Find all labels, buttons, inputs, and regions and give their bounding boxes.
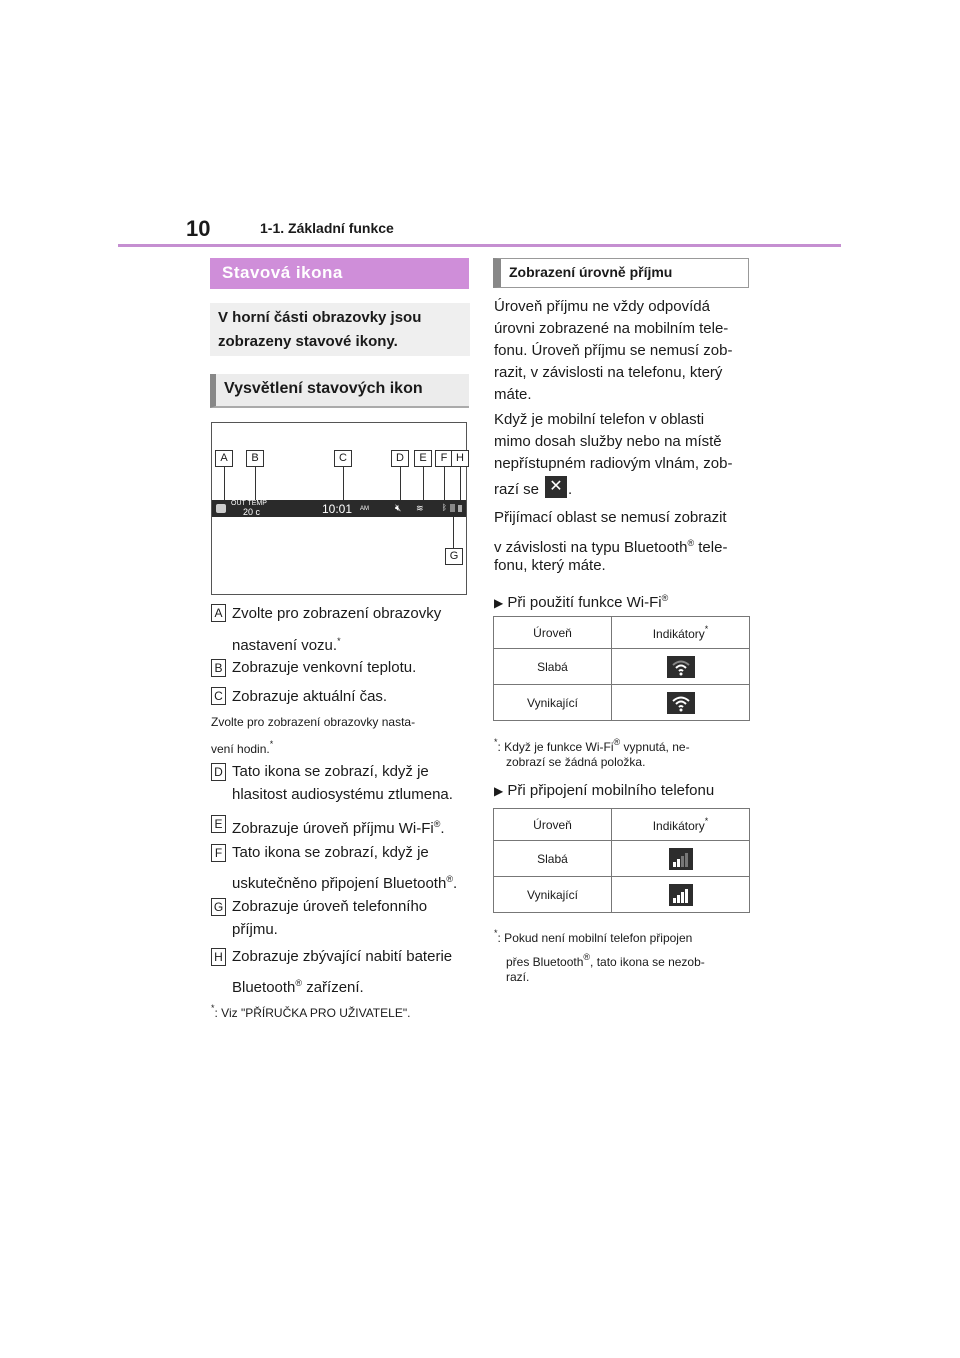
item-note: vení hodin.*	[211, 739, 274, 756]
temp-label: OUT TEMP	[231, 500, 267, 507]
item-text: hlasitost audiosystému ztlumena.	[232, 786, 453, 803]
item-label-f: F	[211, 844, 226, 862]
paragraph-line: Když je mobilní telefon v oblasti	[494, 411, 705, 428]
table-header: Úroveň	[494, 617, 612, 649]
paragraph-line: Úroveň příjmu ne vždy odpovídá	[494, 298, 710, 315]
paragraph-line: v závislosti na typu Bluetooth® tele-	[494, 538, 728, 556]
wifi-heading: ▶ Při použití funkce Wi-Fi®	[494, 593, 669, 611]
mute-icon: 🔇︎	[395, 503, 402, 514]
item-label-c: C	[211, 687, 226, 705]
figure-tag-f: F	[435, 450, 453, 467]
leader-line	[400, 467, 401, 503]
signal-strong-icon	[669, 884, 693, 906]
wifi-footnote: zobrazí se žádná položka.	[506, 755, 646, 769]
item-text: Bluetooth® zařízení.	[232, 978, 364, 996]
leader-line	[444, 467, 445, 503]
item-text: Zobrazuje zbývající nabití baterie	[232, 948, 453, 965]
page-number: 10	[186, 216, 211, 241]
phone-footnote: přes Bluetooth®, tato ikona se nezob-	[506, 952, 705, 969]
leader-line	[423, 467, 424, 503]
subsection-heading: Vysvětlení stavových ikon	[210, 374, 469, 408]
table-header: Indikátory*	[612, 809, 750, 841]
signal-icon	[450, 504, 455, 512]
wifi-strong-icon	[667, 692, 695, 714]
figure-tag-h: H	[451, 450, 469, 467]
table-cell: Slabá	[494, 649, 612, 685]
paragraph-line: razí se	[494, 481, 540, 498]
bluetooth-icon: ᛒ	[442, 503, 447, 512]
figure-tag-c: C	[334, 450, 352, 467]
paragraph-line: mimo dosah služby nebo na místě	[494, 433, 722, 450]
table-cell	[612, 685, 750, 721]
paragraph-line: fonu. Úroveň příjmu se nemusí zob-	[494, 342, 733, 359]
phone-heading: ▶ Při připojení mobilního telefonu	[494, 782, 715, 799]
section-heading: Stavová ikona	[210, 258, 469, 289]
item-label-b: B	[211, 659, 226, 677]
phone-footnote: razí.	[506, 970, 530, 984]
table-cell: Vynikající	[494, 685, 612, 721]
table-cell: Vynikající	[494, 877, 612, 913]
wifi-footnote: *: Když je funkce Wi-Fi® vypnutá, ne-	[494, 737, 690, 754]
item-text: příjmu.	[232, 921, 278, 938]
figure-tag-g: G	[445, 548, 463, 565]
paragraph-line: úrovni zobrazené na mobilním tele-	[494, 320, 729, 337]
no-signal-icon: ✕	[545, 476, 567, 498]
clock-time: 10:01	[322, 502, 353, 516]
car-icon	[216, 504, 226, 513]
wifi-weak-icon	[667, 656, 695, 678]
table-cell	[612, 841, 750, 877]
section-title: 1-1. Základní funkce	[260, 220, 394, 236]
item-text: Tato ikona se zobrazí, když je	[232, 763, 429, 780]
signal-weak-icon	[669, 848, 693, 870]
item-text: Zobrazuje venkovní teplotu.	[232, 659, 417, 676]
paragraph-line: Přijímací oblast se nemusí zobrazit	[494, 509, 727, 526]
item-text: nastavení vozu.*	[232, 636, 341, 654]
leader-line	[460, 467, 461, 503]
paragraph-line: fonu, který máte.	[494, 557, 606, 574]
item-text: uskutečněno připojení Bluetooth®.	[232, 874, 458, 892]
right-heading: Zobrazení úrovně příjmu	[493, 258, 749, 288]
table-header: Úroveň	[494, 809, 612, 841]
paragraph-line: razit, v závislosti na telefonu, který	[494, 364, 723, 381]
item-label-a: A	[211, 604, 226, 622]
clock-am: AM	[360, 506, 369, 512]
item-text: Zvolte pro zobrazení obrazovky	[232, 605, 442, 622]
paragraph-line: .	[568, 481, 573, 498]
leader-line	[255, 467, 256, 503]
item-label-h: H	[211, 948, 226, 966]
table-header: Indikátory*	[612, 617, 750, 649]
paragraph-line: máte.	[494, 386, 532, 403]
item-text: Zobrazuje úroveň telefonního	[232, 898, 428, 915]
item-text: Zobrazuje aktuální čas.	[232, 688, 388, 705]
table-cell	[612, 877, 750, 913]
figure-tag-e: E	[414, 450, 432, 467]
leader-line	[224, 467, 225, 503]
item-label-e: E	[211, 815, 226, 833]
leader-line	[343, 467, 344, 503]
phone-footnote: *: Pokud není mobilní telefon připojen	[494, 928, 693, 945]
phone-level-table	[493, 808, 750, 913]
item-text: Tato ikona se zobrazí, když je	[232, 844, 429, 861]
wifi-level-table	[493, 616, 750, 721]
paragraph-line: nepřístupném radiovým vlnám, zob-	[494, 455, 733, 472]
header-divider	[118, 244, 841, 247]
figure-tag-b: B	[246, 450, 264, 467]
item-text: Zobrazuje úroveň příjmu Wi-Fi®.	[232, 819, 445, 837]
item-note: Zvolte pro zobrazení obrazovky nasta-	[211, 715, 416, 729]
item-label-d: D	[211, 763, 226, 781]
figure-tag-d: D	[391, 450, 409, 467]
table-cell: Slabá	[494, 841, 612, 877]
table-cell	[612, 649, 750, 685]
item-label-g: G	[211, 898, 226, 916]
intro-box: V horní části obrazovky jsou zobrazeny stavové ikony.	[210, 303, 470, 356]
battery-icon	[458, 505, 462, 512]
figure-tag-a: A	[215, 450, 233, 467]
temp-value: 20 c	[243, 507, 261, 517]
leader-line	[453, 512, 454, 548]
footnote: *: Viz "PŘÍRUČKA PRO UŽIVATELE".	[211, 1003, 411, 1020]
wifi-icon: ≋	[416, 503, 424, 513]
